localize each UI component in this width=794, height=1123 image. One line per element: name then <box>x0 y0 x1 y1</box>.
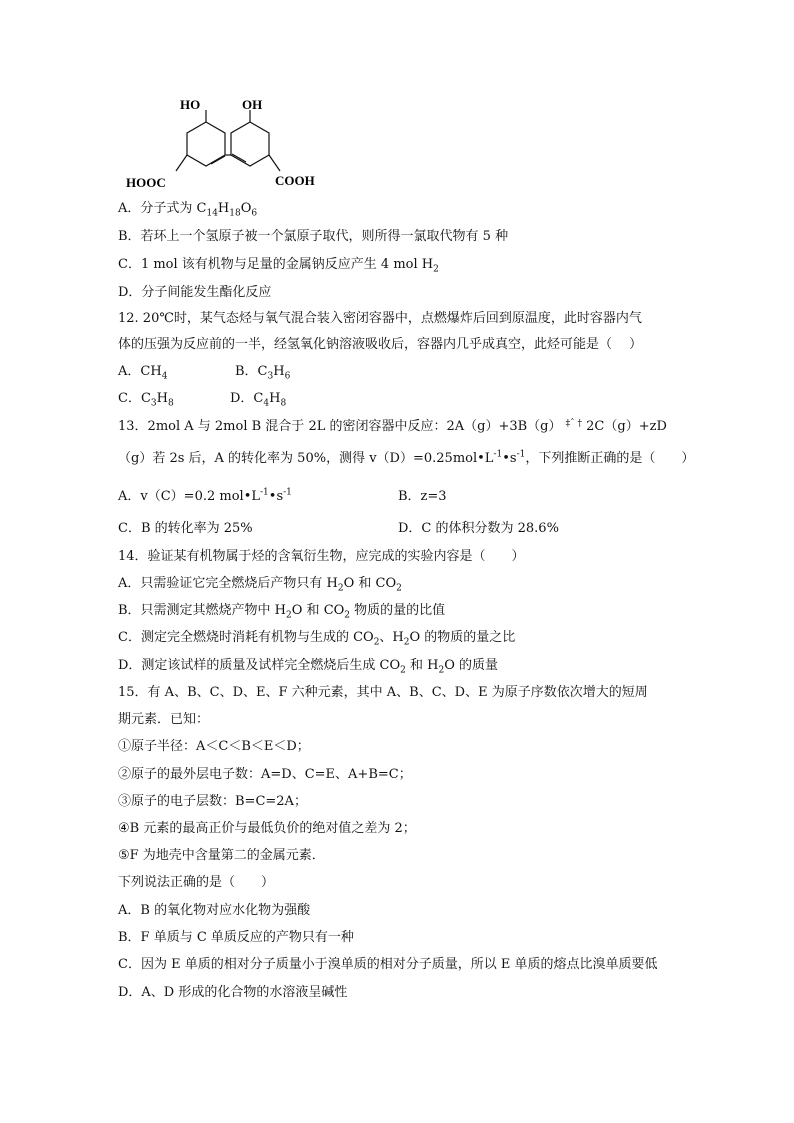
q12-option-c: C．$C_3H_8$ <box>118 391 174 409</box>
right-double-bond <box>232 154 246 162</box>
q13-option-a: A．v（C）=0.2 $mol•L^{-1}•s^{-1}$ <box>118 487 292 504</box>
q14-stem: 14．验证某有机物属于烃的含氧衍生物，应完成的实验内容是（ ） <box>118 549 525 564</box>
q15-condition-1: ①原子半径：A＜C＜B＜E＜D； <box>118 739 310 754</box>
left-cooh-bond <box>176 155 187 171</box>
right-ring <box>231 122 269 166</box>
q14-option-a: A．只需验证它完全燃烧后产物只有 $H_2O$ 和 $CO_2$ <box>118 576 402 594</box>
q13-option-d: D．C 的体积分数为 28.6% <box>398 521 559 536</box>
q15-condition-5: ⑤F 为地壳中含量第二的金属元素． <box>118 848 325 863</box>
ho-label: HO <box>180 97 201 112</box>
q15-option-d: D．A、D 形成的化合物的水溶液呈碱性 <box>118 985 348 1000</box>
q15-option-a: A．B 的氧化物对应水化物为强酸 <box>118 903 311 918</box>
q11-option-a: A．分子式为 $C_{14}H_{18}O_6$ <box>118 201 258 219</box>
q11-option-c: C．1 mol 该有机物与足量的金属钠反应产生 4 mol $H_2$ <box>118 257 439 275</box>
q13-stem-line1: 13．2mol A 与 2mol B 混合于 2L 的密闭容器中反应：2A（g）+3B（g） $^{\ddagger ˆ \dagger}$ 2C（g）+zD <box>118 419 667 434</box>
q13-stem-line2: （g）若 2s 后，A 的转化率为 50%，测得 $v(D)=0.25mol•L^{-1}•s^{-1}$，下列推断正确的是（ ） <box>118 449 695 466</box>
q14-option-c: C．测定完全燃烧时消耗有机物与生成的 $CO_2$、$H_2O$ 的物质的量之比 <box>118 630 516 648</box>
q11-option-b: B．若环上一个氢原子被一个氯原子取代，则所得一氯取代物有 5 种 <box>118 229 509 244</box>
q13-option-b: B．z=3 <box>398 489 447 504</box>
q15-option-b: B．F 单质与 C 单质反应的产物只有一种 <box>118 930 354 945</box>
q15-stem-line2: 期元素．已知： <box>118 712 210 727</box>
q14-option-d: D．测定该试样的质量及试样完全燃烧后生成 $CO_2$ 和 $H_2O$ 的质量 <box>118 658 499 676</box>
q12-option-a: A．$CH_4$ <box>118 364 168 382</box>
cooh-label: COOH <box>275 173 315 188</box>
molecule-structure <box>118 92 338 192</box>
hooc-label: HOOC <box>126 175 166 190</box>
q12-stem-line2: 体的压强为反应前的一半，经氢氧化钠溶液吸收后，容器内几乎成真空，此烃可能是（ ） <box>118 337 643 352</box>
q12-option-d: D．$C_4H_8$ <box>230 391 287 409</box>
q15-condition-4: ④B 元素的最高正价与最低负价的绝对值之差为 2； <box>118 821 416 836</box>
q12-stem-line1: 12. 20℃时，某气态烃与氧气混合装入密闭容器中，点燃爆炸后回到原温度，此时容器内气 <box>118 311 642 326</box>
q15-question: 下列说法正确的是（ ） <box>118 875 275 890</box>
q13-option-c: C．B 的转化率为 25% <box>118 521 253 536</box>
q14-option-b: B．只需测定其燃烧产物中 $H_2O$ 和 $CO_2$ 物质的量的比值 <box>118 603 446 621</box>
right-cooh-bond <box>269 155 280 171</box>
q15-condition-3: ③原子的电子层数：B=C=2A； <box>118 794 307 809</box>
q15-option-c: C．因为 E 单质的相对分子质量小于溴单质的相对分子质量，所以 E 单质的熔点比溴单质要低 <box>118 957 658 972</box>
q12-option-b: B．$C_3H_6$ <box>235 364 291 382</box>
q11-option-d: D．分子间能发生酯化反应 <box>118 285 272 300</box>
left-double-bond <box>211 156 225 164</box>
equilibrium-arrow: ‡ˆ † <box>565 419 583 429</box>
oh-label: OH <box>242 97 263 112</box>
q15-stem-line1: 15．有 A、B、C、D、E、F 六种元素，其中 A、B、C、D、E 为原子序数依次增大的短周 <box>118 685 648 700</box>
q15-condition-2: ②原子的最外层电子数：A=D、C=E、A+B=C； <box>118 767 412 782</box>
